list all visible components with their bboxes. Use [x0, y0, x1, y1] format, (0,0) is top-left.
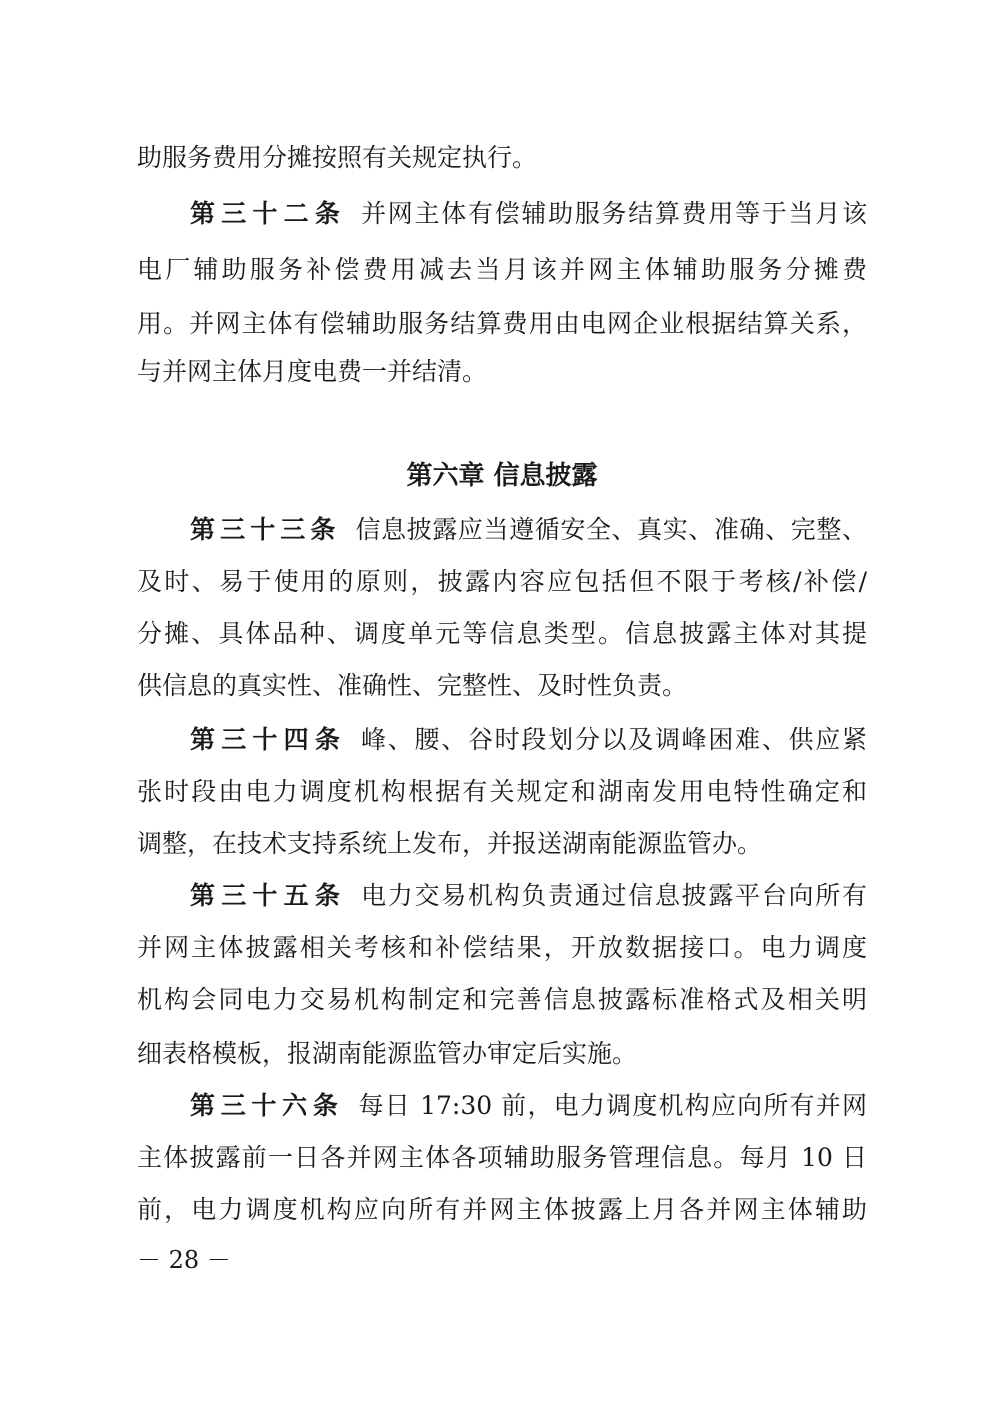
article-35-line-3: 机构会同电力交易机构制定和完善信息披露标准格式及相关明 — [137, 985, 867, 1014]
article-33-line-1 — [190, 500, 867, 560]
article-36-label: 第三十六条 — [190, 1091, 344, 1120]
article-35-line-4: 细表格模板，报湖南能源监管办审定后实施。 — [137, 1039, 638, 1068]
article-33-label: 第三十三条 — [190, 515, 341, 544]
article-34-line-3: 调整，在技术支持系统上发布，并报送湖南能源监管办。 — [137, 829, 763, 858]
article-32-line-1 — [190, 184, 867, 244]
article-35-line-2: 并网主体披露相关考核和补偿结果，开放数据接口。电力调度 — [137, 933, 867, 962]
article-36-text: 每日 17:30 前，电力调度机构应向所有并网 — [358, 1091, 867, 1120]
page-number: － 28 － — [137, 1246, 231, 1274]
article-32-text: 并网主体有偿辅助服务结算费用等于当月该 — [361, 199, 867, 228]
article-36-line-2: 主体披露前一日各并网主体各项辅助服务管理信息。每月 10 日 — [137, 1143, 867, 1172]
article-32-line-3: 用。并网主体有偿辅助服务结算费用由电网企业根据结算关系， — [137, 309, 867, 338]
article-36-line-3: 前，电力调度机构应向所有并网主体披露上月各并网主体辅助 — [137, 1195, 867, 1224]
article-33-line-4: 供信息的真实性、准确性、完整性、及时性负责。 — [137, 671, 688, 700]
article-32-line-2: 电厂辅助服务补偿费用减去当月该并网主体辅助服务分摊费 — [137, 255, 867, 284]
article-32-label: 第三十二条 — [190, 199, 347, 228]
article-33-line-2: 及时、易于使用的原则，披露内容应包括但不限于考核/补偿/ — [137, 567, 867, 596]
chapter-title: 第六章 信息披露 — [406, 461, 598, 491]
article-35-line-1 — [190, 866, 867, 926]
article-34-text: 峰、腰、谷时段划分以及调峰困难、供应紧 — [361, 725, 867, 754]
article-35-label: 第三十五条 — [190, 881, 347, 910]
article-34-line-1 — [190, 710, 867, 770]
paragraph-continuation: 助服务费用分摊按照有关规定执行。 — [137, 143, 538, 172]
article-34-label: 第三十四条 — [190, 725, 347, 754]
article-33-line-3: 分摊、具体品种、调度单元等信息类型。信息披露主体对其提 — [137, 619, 867, 648]
article-35-text: 电力交易机构负责通过信息披露平台向所有 — [361, 881, 867, 910]
article-36-line-1 — [190, 1076, 867, 1136]
article-34-line-2: 张时段由电力调度机构根据有关规定和湖南发用电特性确定和 — [137, 777, 867, 806]
article-32-line-4: 与并网主体月度电费一并结清。 — [137, 357, 488, 386]
article-33-text: 信息披露应当遵循安全、真实、准确、完整、 — [355, 515, 867, 544]
